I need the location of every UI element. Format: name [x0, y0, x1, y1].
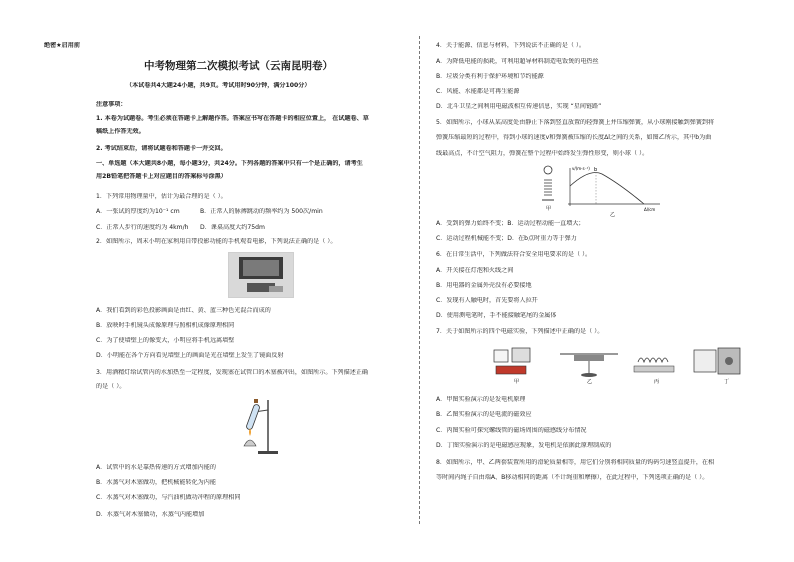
section-1-heading-line-1: 一、单选题（本大题共8小题，每小题3分，共24分。下列各题的答案中只有一个是正确的，请考生 [96, 160, 363, 167]
q7-fig-bing: 丙 [654, 379, 660, 384]
q6-option-c: C．发现有人触电时，首先要将人拉开 [436, 297, 538, 304]
q2-option-c: C．为了使墙壁上的像变大，小明应将手机远离墙壁 [96, 337, 235, 344]
page-title: 中考物理第二次模拟考试（云南昆明卷） [144, 60, 333, 72]
q3-stem-line-1: 3．用酒精灯给试管内的水加热至一定程度，发现塞在试管口的木塞被冲出，如图所示。下列描述正确 [96, 369, 369, 376]
q8-stem-line-2: 等时间内绳子自由端A、B移动相同的距离（不计绳重和摩擦），在此过程中，下列选项正确的是（ ）。 [436, 474, 709, 481]
q4-option-b: B．垃圾分类有利于保护环境和节约能源 [436, 73, 544, 80]
projector-phone-photo [228, 252, 294, 298]
q3-option-b: B．水蒸气对木塞做功，把机械能转化为内能 [96, 479, 216, 486]
q1-option-c: C．正常人步行的速度约为 4km/h [96, 224, 189, 231]
q1-option-d: D．课桌高度大约75dm [200, 224, 265, 231]
q4-option-d: D．北斗卫星之间利用电磁波相互传递信息，实现 “星间链路” [436, 103, 602, 110]
section-1-heading-line-2: 用2B铅笔把答题卡上对应题目的答案标号涂黑） [96, 173, 227, 180]
notes-item-1-line-1: 1. 本卷为试题卷。考生必须在答题卡上解题作答。答案应书写在答题卡的相应位置上， 在试题卷、草 [96, 115, 369, 122]
electromagnet-experiments-figure [488, 344, 750, 384]
q7-option-d: D．丁图实验演示的是电磁感应现象，发电机是依据此原理制成的 [436, 442, 612, 449]
notes-item-2: 2. 考试结束后，请将试题卷和答题卡一并交回。 [96, 145, 227, 152]
q2-stem: 2．如图所示，周末小明在家利用自带投影功能的手机观看电影，下列说法正确的是（ ）。 [96, 238, 337, 245]
q6-option-b: B．用电器的金属外壳没有必要接地 [436, 282, 532, 289]
q4-option-a: A．为降低电能的损耗，可利用超导材料制造电饭煲的电热丝 [436, 58, 599, 65]
q4-option-c: C．风能、水能都是可再生能源 [436, 88, 520, 95]
fig-axis-x: Δl/cm [644, 207, 656, 212]
q6-option-a: A．开关接在灯泡和火线之间 [436, 267, 514, 274]
q5-stem-line-3: 线最高点，不计空气阻力，弹簧在整个过程中始终发生弹性形变，则小球（ ）。 [436, 150, 649, 157]
q7-stem: 7．关于如图所示的四个电磁实验，下列描述中正确的是（ ）。 [436, 328, 604, 335]
q3-option-c: C．水蒸气对木塞做功，与汽油机做功冲程的原理相同 [96, 494, 241, 501]
q7-fig-jia: 甲 [514, 379, 520, 384]
notes-heading: 注意事项： [96, 101, 127, 108]
spring-ball-graph-drawing [540, 164, 670, 220]
electromagnet-experiments-drawing [488, 344, 750, 384]
q5-stem-line-2: 弹簧压缩最短的过程中，得到小球的速度v和弹簧被压缩的长度Δl之间的关系，如图乙所示，其中b为曲 [436, 134, 712, 141]
spring-ball-graph-figure [540, 164, 670, 220]
q6-option-d: D．使用测电笔时，手不能接触笔尾的金属体 [436, 312, 557, 319]
secret-label: 绝密★启用前 [44, 42, 80, 49]
q2-option-d: D．小明能在各个方向看见墙壁上的画面是光在墙壁上发生了镜面反射 [96, 352, 284, 359]
q4-stem: 4．关于能源、信息与材料，下列说法不正确的是（ ）。 [436, 42, 586, 49]
q2-option-b: B．放映时手机镜头成像原理与照相机成像原理相同 [96, 322, 235, 329]
test-tube-heating-figure [238, 396, 280, 456]
q5-stem-line-1: 5．如图所示，小球从某高度处由静止下落到竖直放置的轻弹簧上并压缩弹簧，从小球刚接触到弹簧到将 [436, 119, 715, 126]
q3-option-a: A．试管中的水是靠热传递的方式增加内能的 [96, 464, 216, 471]
q7-option-b: B．乙图实验演示的是电流的磁效应 [436, 411, 532, 418]
q5-option-cd: C．运动过程机械能不变；D．在b点时重力等于弹力 [436, 235, 577, 242]
q3-stem-line-2: 的是（ ）。 [96, 383, 126, 390]
q1-option-a: A．一张试的厚度约为10⁻¹ cm [96, 208, 180, 215]
q7-fig-yi: 乙 [587, 379, 593, 384]
q2-option-a: A．我们看到的彩色投影画面是由红、黄、蓝三种色光混合而成的 [96, 307, 271, 314]
q8-stem-line-1: 8．如图所示，甲、乙两套装置所用的滑轮质量相等，用它们分别将相同质量的钩码匀速竖直提升，在相 [436, 459, 715, 466]
q1-option-b: B．正常人的脉搏跳动的频率约为 500次/min [200, 208, 323, 215]
q7-option-c: C．丙图实验可探究螺线管的磁场周围的磁感线分布情况 [436, 427, 587, 434]
column-divider [419, 36, 420, 524]
fig-label-yi: 乙 [610, 212, 616, 218]
notes-item-1-line-2: 稿纸上作答无效。 [96, 128, 145, 135]
q1-stem: 1．下列常用物理量中，估计为最合理的是（ ）。 [96, 193, 227, 200]
fig-axis-y: v/(m·s⁻¹) [572, 166, 590, 171]
fig-label-jia: 甲 [546, 206, 552, 212]
q3-option-d: D．水蒸气对木塞做功，水蒸气内能增加 [96, 511, 205, 518]
q7-fig-ding: 丁 [724, 379, 730, 384]
q5-option-ab: A．受到的弹力始终不变；B．运动过程动能一直增大； [436, 220, 585, 227]
q6-stem: 6．在日常生活中，下列做法符合安全用电要求的是（ ）。 [436, 251, 592, 258]
exam-subtitle: （本试卷共4大题24小题，共9页。考试用时90分钟，满分100分） [126, 82, 311, 89]
test-tube-drawing [238, 396, 280, 456]
projector-photo-drawing [229, 253, 293, 297]
q7-option-a: A．甲图实验演示的是发电机原理 [436, 396, 526, 403]
fig-point-b: b [594, 167, 598, 173]
